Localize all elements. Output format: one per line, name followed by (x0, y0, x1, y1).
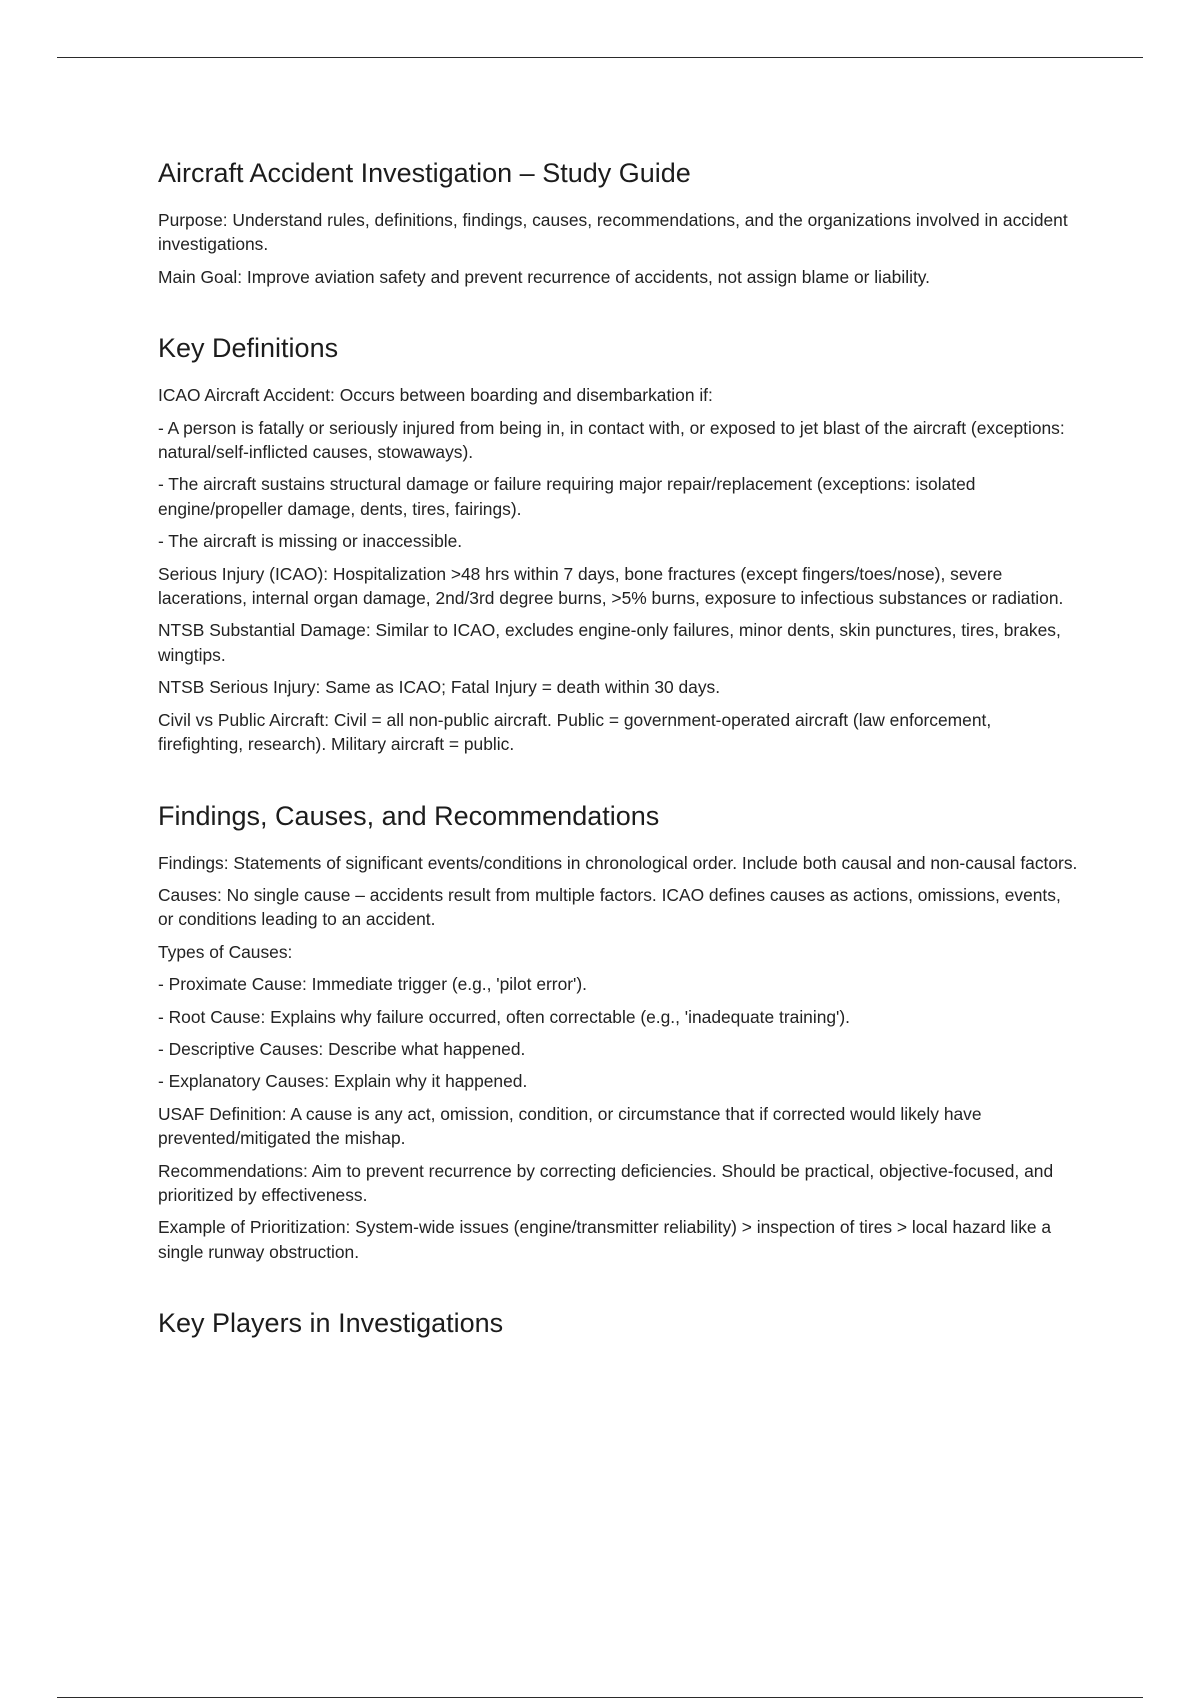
section-heading: Findings, Causes, and Recommendations (158, 800, 660, 831)
main-goal-paragraph: Main Goal: Improve aviation safety and prevent recurrence of accidents, not assign blame or liability. (158, 266, 931, 287)
paragraph: Civil vs Public Aircraft: Civil = all non-public aircraft. Public = government-operated aircraft (law enforcement, firefighting, research). Military aircraft = public. (158, 709, 992, 755)
paragraph: Findings: Statements of significant events/conditions in chronological order. Include both causal and non-causal factors. (158, 852, 1078, 873)
paragraph: Types of Causes: (158, 941, 293, 962)
paragraph: NTSB Serious Injury: Same as ICAO; Fatal Injury = death within 30 days. (158, 677, 721, 698)
section-key-definitions (158, 331, 1078, 756)
paragraph: NTSB Substantial Damage: Similar to ICAO, excludes engine-only failures, minor dents, skin punctures, tires, brakes, wingtips. (158, 620, 1061, 665)
paragraph: Causes: No single cause – accidents result from multiple factors. ICAO defines causes as actions, omissions, events, or conditions leading to an accident. (158, 884, 1061, 930)
header-rule (57, 57, 1143, 58)
paragraph: - The aircraft sustains structural damage or failure requiring major repair/replacement (exceptions: isolated engine/propeller damage, dents, tires, fairings). (158, 474, 976, 519)
section-heading: Key Definitions (158, 333, 339, 364)
paragraph: - Root Cause: Explains why failure occurred, often correctable (e.g., 'inadequate training'). (158, 1006, 850, 1027)
paragraph: USAF Definition: A cause is any act, omission, condition, or circumstance that if corrected would likely have prevented/mitigated the mishap. (158, 1103, 982, 1149)
paragraph: - A person is fatally or seriously injured from being in, in contact with, or exposed to jet blast of the aircraft (exceptions: natural/self-inflicted causes, stowaways). (158, 417, 1065, 463)
section-findings-causes-recommendations (158, 799, 1078, 1265)
paragraph: - Explanatory Causes: Explain why it happened. (158, 1071, 528, 1092)
section-heading: Key Players in Investigations (158, 1308, 504, 1339)
paragraph: ICAO Aircraft Accident: Occurs between boarding and disembarkation if: (158, 385, 713, 406)
paragraph: Serious Injury (ICAO): Hospitalization >48 hrs within 7 days, bone fractures (except fingers/toes/nose), severe lacerations, internal organ damage, 2nd/3rd degree burns, >5% burns, exposure to infectious substances or radiation. (158, 563, 1064, 609)
paragraph: - The aircraft is missing or inaccessible. (158, 531, 463, 552)
document-title: Aircraft Accident Investigation – Study Guide (158, 158, 691, 188)
paragraph: Example of Prioritization: System-wide issues (engine/transmitter reliability) > inspection of tires > local hazard like a single runway obstruction. (158, 1217, 1052, 1262)
section-key-players (158, 1306, 1078, 1340)
paragraph: - Descriptive Causes: Describe what happened. (158, 1038, 526, 1059)
paragraph: Recommendations: Aim to prevent recurrence by correcting deficiencies. Should be practical, objective-focused, and prioritized by effectiveness. (158, 1160, 1054, 1205)
paragraph: - Proximate Cause: Immediate trigger (e.g., 'pilot error'). (158, 974, 587, 995)
purpose-paragraph: Purpose: Understand rules, definitions, findings, causes, recommendations, and the organizations involved in accident investigations. (158, 210, 1068, 255)
document-body (158, 156, 1078, 1358)
footer-rule (57, 1697, 1143, 1698)
